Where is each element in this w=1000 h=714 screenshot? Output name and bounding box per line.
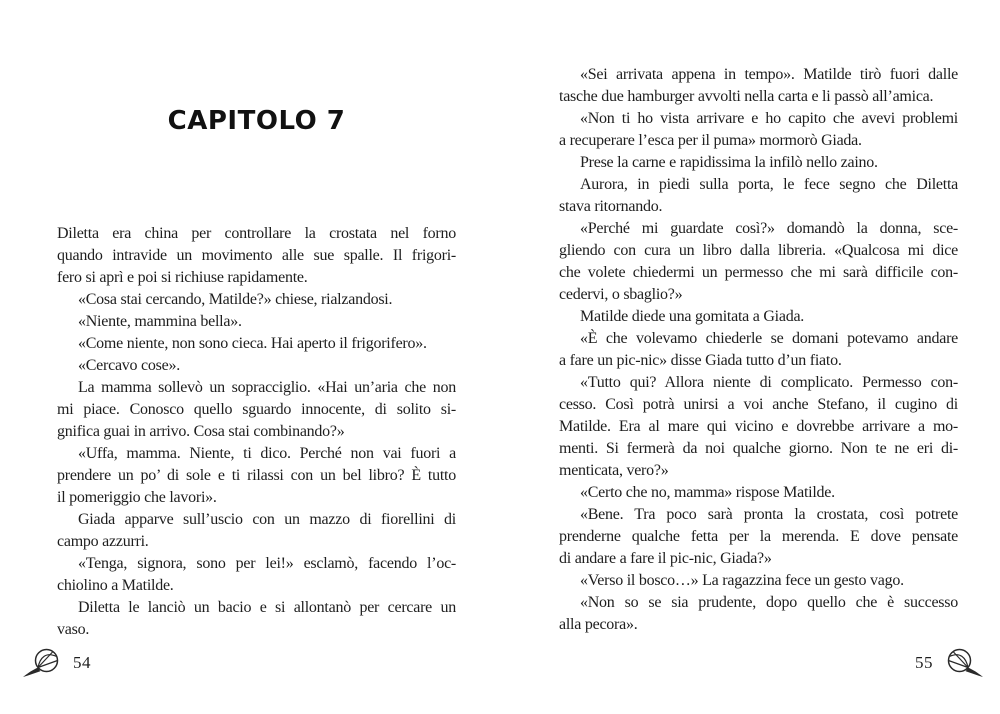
text-line: «Tenga, signora, sono per lei!» esclamò, facendo l’oc- [78,555,456,572]
text-line: menti. Si fermerà da noi qualche giorno. Non te ne eri di- [559,440,958,457]
text-line: «Niente, mammina bella». [78,313,242,330]
text-line: il pomeriggio che lavori». [57,489,217,506]
text-line: «Come niente, non sono cieca. Hai aperto il frigorifero». [78,335,427,352]
text-line: prendere un po’ di sole e ti rilassi con un bel libro? È tutto [57,467,456,484]
text-line: «Non ti ho vista arrivare e ho capito che avevi problemi [580,110,958,127]
page-left-footer [22,648,91,678]
text-line: «Uffa, mamma. Niente, ti dico. Perché non vai fuori a [78,445,456,462]
page-right-footer [915,648,984,678]
text-line: stava ritornando. [559,198,663,215]
text-line: gliendo con cura un libro dalla libreria. «Qualcosa mi dice [559,242,958,259]
page-number-right: 55 [915,653,933,672]
text-line: prenderne qualche fetta per la merenda. E dove pensate [559,528,958,545]
text-line: a recuperare l’esca per il puma» mormorò Giada. [559,132,862,149]
text-line: chiolino a Matilde. [57,577,174,594]
text-line: Giada apparve sull’uscio con un mazzo di fiorellini di [78,511,456,528]
leaf-ornament-icon [22,648,60,678]
text-line: La mamma sollevò un sopracciglio. «Hai un’aria che non [78,379,456,396]
text-line: vaso. [57,621,90,638]
text-line: Matilde. Era al mare qui vicino e dovrebbe arrivare a mo- [559,418,958,435]
text-line: gnifica guai in arrivo. Cosa stai combinando?» [57,423,345,440]
text-line: a fare un pic-nic» disse Giada tutto d’un fiato. [559,352,842,369]
text-line: «Perché mi guardate così?» domandò la donna, sce- [580,220,958,237]
text-line: «Certo che no, mamma» rispose Matilde. [580,484,835,501]
text-line: alla pecora». [559,616,638,633]
page-number-left: 54 [73,653,91,672]
text-line: quando intravide un movimento alle sue spalle. Il frigori- [57,247,456,264]
text-line: «Tutto qui? Allora niente di complicato. Permesso con- [580,374,958,391]
text-line: cesso. Così potrà unirsi a voi anche Stefano, il cugino di [559,396,958,413]
text-line: «Cercavo cose». [78,357,180,374]
text-line: «Cosa stai cercando, Matilde?» chiese, rialzandosi. [78,291,393,308]
text-line: Diletta le lanciò un bacio e si allontanò per cercare un [78,599,456,616]
text-line: mi piace. Conosco quello sguardo innocente, di solito si- [57,401,456,418]
text-line: Aurora, in piedi sulla porta, le fece segno che Diletta [580,176,958,193]
text-line: tasche due hamburger avvolti nella carta e li passò all’amica. [559,88,934,105]
text-line: «Sei arrivata appena in tempo». Matilde tirò fuori dalle [580,66,958,83]
text-line: Prese la carne e rapidissima la infilò nello zaino. [580,154,878,171]
text-line: Diletta era china per controllare la crostata nel forno [57,225,456,242]
text-line: che volete chiedermi un permesso che mi sarà difficile con- [559,264,958,281]
page-left-text [57,223,456,641]
text-line: «Bene. Tra poco sarà pronta la crostata, così potrete [580,506,958,523]
leaf-ornament-icon [946,648,984,678]
text-line: fero si aprì e poi si richiuse rapidamente. [57,269,308,286]
text-line: di andare a fare il pic-nic, Giada?» [559,550,772,567]
page-left [57,0,456,714]
page-right [559,0,958,714]
text-line: «È che volevamo chiederle se domani potevamo andare [580,330,958,347]
text-line: campo azzurri. [57,533,149,550]
text-line: Matilde diede una gomitata a Giada. [580,308,805,325]
chapter-title: CAPITOLO 7 [167,106,346,136]
text-line: «Verso il bosco…» La ragazzina fece un gesto vago. [580,572,904,589]
text-line: cedervi, o sbaglio?» [559,286,683,303]
page-right-text [559,64,958,636]
text-line: menticata, vero?» [559,462,669,479]
text-line: «Non so se sia prudente, dopo quello che è successo [580,594,958,611]
